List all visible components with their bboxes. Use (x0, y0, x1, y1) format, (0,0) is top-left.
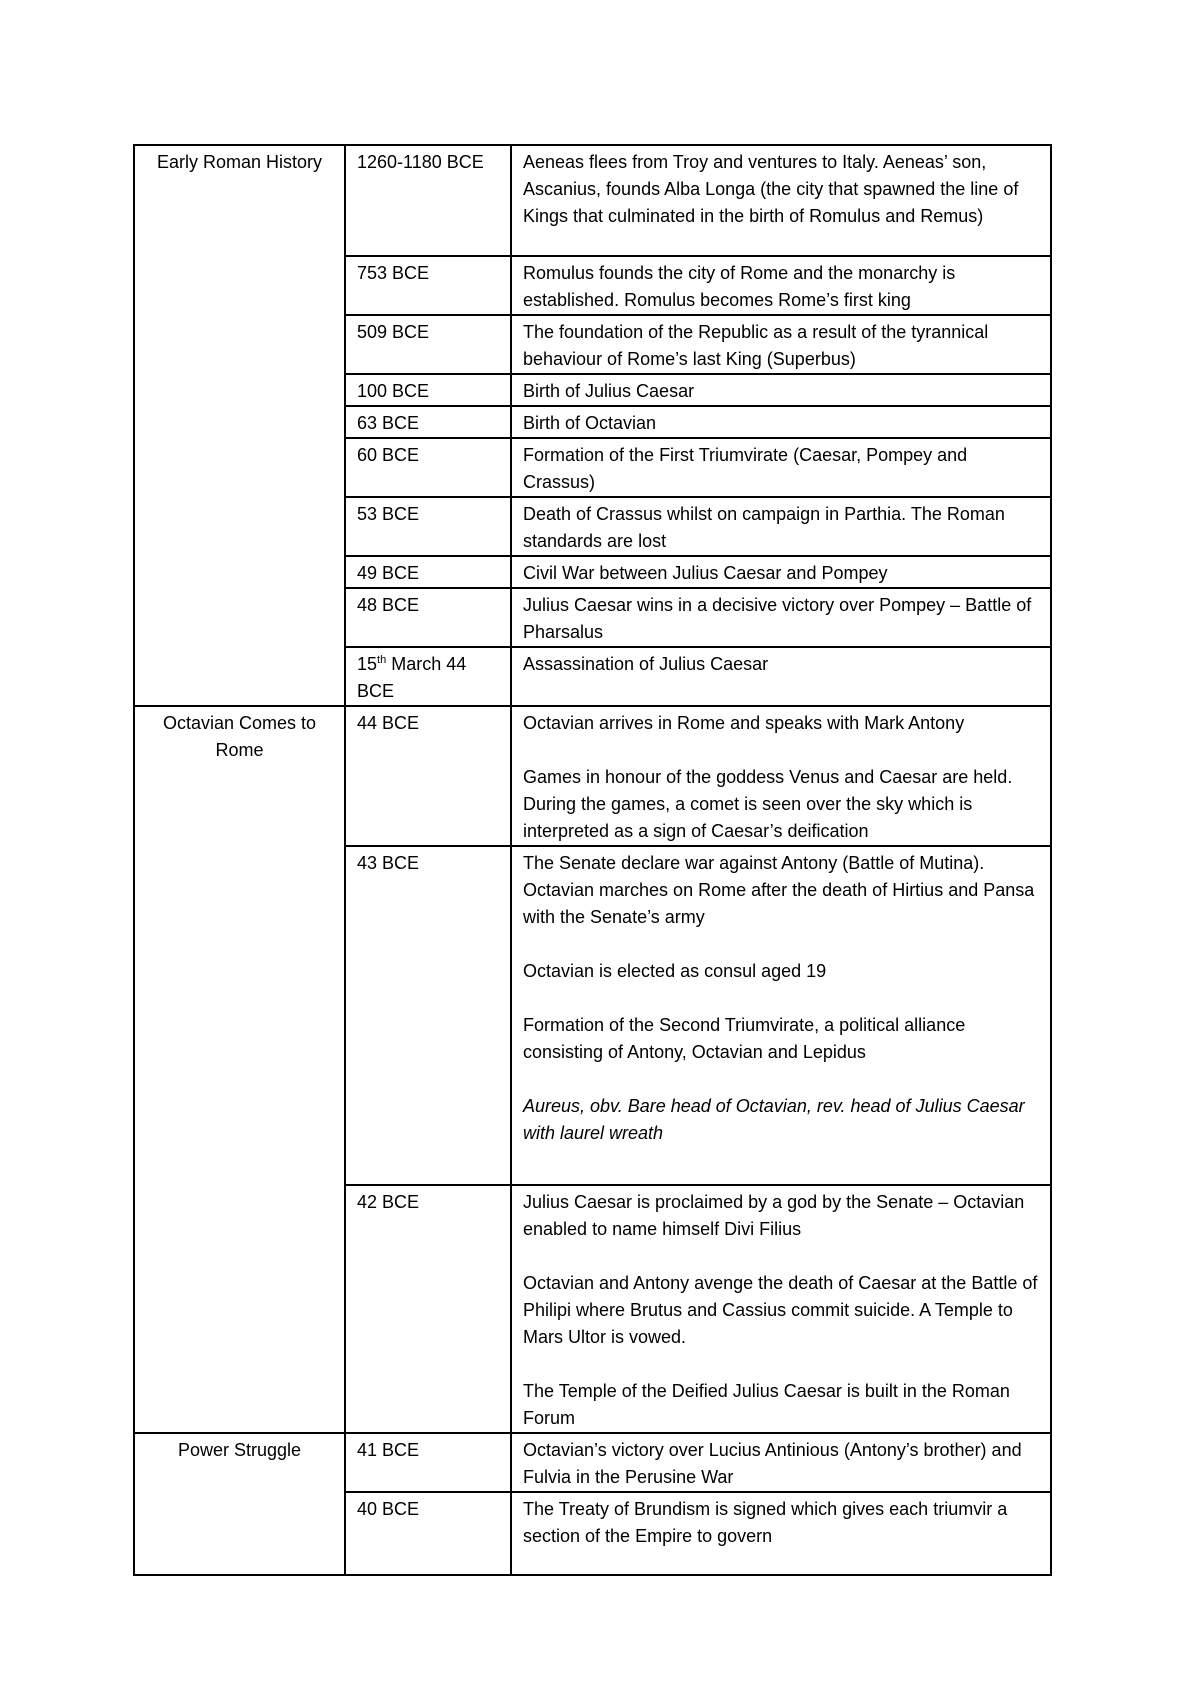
date-cell (345, 647, 511, 706)
event-cell (511, 406, 1051, 438)
event-text: Octavian’s victory over Lucius Antinious (Antony’s brother) and Fulvia in the Perusine War (523, 1440, 1022, 1487)
event-text: Games in honour of the goddess Venus and Caesar are held. During the games, a comet is seen over the sky which is interpreted as a sign of Caesar’s deification (523, 767, 1013, 841)
event-text: Death of Crassus whilst on campaign in Parthia. The Roman standards are lost (523, 504, 1005, 551)
event-text: Civil War between Julius Caesar and Pompey (523, 563, 888, 583)
event-cell (511, 588, 1051, 647)
event-text: The Treaty of Brundism is signed which gives each triumvir a section of the Empire to govern (523, 1499, 1008, 1546)
period-cell: Power Struggle (134, 1433, 345, 1575)
date-cell: 41 BCE (345, 1433, 511, 1492)
date-cell: 49 BCE (345, 556, 511, 588)
event-text: Octavian arrives in Rome and speaks with Mark Antony (523, 713, 965, 733)
date-cell: 53 BCE (345, 497, 511, 556)
event-text: Birth of Octavian (523, 413, 657, 433)
date-cell: 509 BCE (345, 315, 511, 374)
event-text: Aureus, obv. Bare head of Octavian, rev. head of Julius Caesar with laurel wreath (523, 1096, 1025, 1143)
event-cell (511, 647, 1051, 706)
event-cell (511, 1492, 1051, 1575)
event-cell (511, 706, 1051, 846)
event-cell (511, 497, 1051, 556)
event-text: Formation of the Second Triumvirate, a political alliance consisting of Antony, Octavian and Lepidus (523, 1015, 966, 1062)
event-text: Octavian is elected as consul aged 19 (523, 961, 827, 981)
event-text: Romulus founds the city of Rome and the monarchy is established. Romulus becomes Rome’s first king (523, 263, 956, 310)
date-ordinal: th (377, 654, 387, 666)
table-row (134, 1433, 1051, 1492)
date-cell: 100 BCE (345, 374, 511, 406)
timeline-table (133, 144, 1052, 1576)
event-text: Julius Caesar is proclaimed by a god by the Senate – Octavian enabled to name himself Divi Filius (523, 1192, 1025, 1239)
table-row (134, 145, 1051, 256)
period-cell: Early Roman History (134, 145, 345, 706)
date-cell: 43 BCE (345, 846, 511, 1185)
date-cell: 753 BCE (345, 256, 511, 315)
event-text: Birth of Julius Caesar (523, 381, 695, 401)
event-text: Julius Caesar wins in a decisive victory over Pompey – Battle of Pharsalus (523, 595, 1032, 642)
date-cell: 44 BCE (345, 706, 511, 846)
date-cell: 48 BCE (345, 588, 511, 647)
table-row (134, 706, 1051, 846)
event-cell (511, 1185, 1051, 1433)
event-text: The Temple of the Deified Julius Caesar is built in the Roman Forum (523, 1381, 1010, 1428)
date-cell: 1260-1180 BCE (345, 145, 511, 256)
period-cell: Octavian Comes to Rome (134, 706, 345, 1433)
date-cell: 40 BCE (345, 1492, 511, 1575)
event-cell (511, 256, 1051, 315)
event-cell (511, 374, 1051, 406)
event-cell (511, 1433, 1051, 1492)
event-text: Formation of the First Triumvirate (Caesar, Pompey and Crassus) (523, 445, 968, 492)
event-cell (511, 315, 1051, 374)
date-cell: 42 BCE (345, 1185, 511, 1433)
event-text: Aeneas flees from Troy and ventures to Italy. Aeneas’ son, Ascanius, founds Alba Longa (the city that spawned the line of Kings that culminated in the birth of Romulus and Remus) (523, 152, 1019, 226)
event-text: The foundation of the Republic as a result of the tyrannical behaviour of Rome’s last King (Superbus) (523, 322, 989, 369)
event-cell (511, 438, 1051, 497)
date-cell: 63 BCE (345, 406, 511, 438)
event-cell (511, 846, 1051, 1185)
date-cell: 60 BCE (345, 438, 511, 497)
date-day: 15 (357, 654, 378, 674)
event-cell (511, 556, 1051, 588)
event-text: Octavian and Antony avenge the death of Caesar at the Battle of Philipi where Brutus and Cassius commit suicide. A Temple to Mars Ultor is vowed. (523, 1273, 1038, 1347)
event-cell (511, 145, 1051, 256)
event-text: The Senate declare war against Antony (Battle of Mutina). Octavian marches on Rome after the death of Hirtius and Pansa with the Senate’s army (523, 853, 1035, 927)
date-rest: March 44 BCE (357, 654, 467, 701)
event-text: Assassination of Julius Caesar (523, 654, 769, 674)
